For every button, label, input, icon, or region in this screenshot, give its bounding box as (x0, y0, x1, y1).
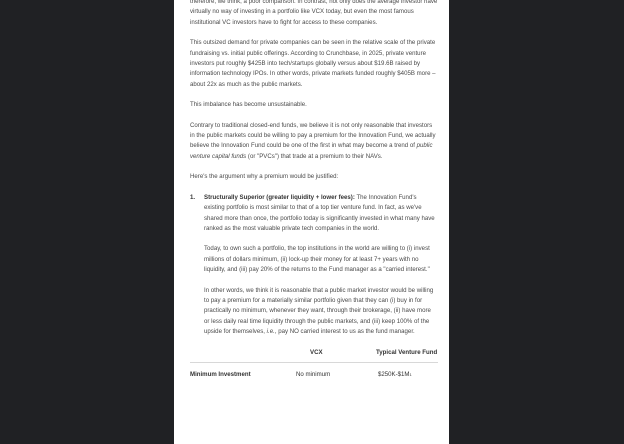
table-cell (378, 370, 412, 380)
paragraph: This imbalance has become unsustainable. (190, 101, 307, 109)
numbered-list (190, 193, 438, 338)
bold-heading: Structurally Superior (greater liquidity + lower fees): (204, 193, 355, 201)
paragraph-text: Contrary to traditional closed-end funds, we believe it is not only reasonable that investors in the public markets could be willing to pay a premium for the Innovation Fund, we actually believe the Innovation Fund could be one of the first in what may become a trend of (190, 121, 436, 150)
list-item (190, 193, 438, 338)
document-page (174, 0, 449, 444)
list-paragraph (204, 286, 438, 338)
paragraph-text: , pay NO carried interest to us as the fund manager. (274, 328, 415, 336)
emphasis-text: i.e. (266, 328, 275, 336)
table-divider (190, 362, 438, 363)
comparison-table (190, 348, 438, 418)
table-header-cell: VCX (310, 348, 323, 356)
paragraph-text: In other words, we think it is reasonable that a public market investor would be willing to pay a premium for a materially similar portfolio given that they can (i) buy in for practically no minimum, whenever they want, through their brokerage, (ii) have more or less daily real time liquidity through the public markets, and (iii) keep 100% of the upside for themselves, (204, 286, 434, 336)
footnote-marker[interactable]: 1 (409, 371, 412, 377)
paragraph: This outsized demand for private companies can be seen in the relative scale of the private fundraising vs. initial public offerings. According to Crunchbase, in 2025, private venture investors put roughly $425B into tech/startups globally versus about $19.6B raised by information technology IPOs. In other words, private markets funded roughly $405B more – about 22x as much as the public markets. (190, 39, 436, 88)
paragraph: therefore, we think, a poor comparison. In contrast, not only does the average investor have virtually no way of investing in a portfolio like VCX today, but even the most famous institutional VC investors have to fight for access to these companies. (190, 0, 438, 26)
paragraph (190, 121, 438, 163)
list-paragraph: Today, to own such a portfolio, the top institutions in the world are willing to (i) invest millions of dollars minimum, (ii) lock-up their money for at least 7+ years with no liquidity, and (iii) pay 20% of the returns to the Fund manager as a "carried interest." (204, 245, 430, 274)
table-header-cell: Typical Venture Fund (376, 348, 438, 356)
emphasis-text: public venture capital funds (190, 142, 433, 160)
document-content (190, 0, 438, 418)
table-cell-value: $250K-$1M (378, 370, 410, 378)
list-number: 1. (190, 193, 196, 201)
paragraph-text: The Innovation Fund's existing portfolio is most similar to that of a top tier venture fund. In fact, as we've shared more than once, the portfolio today is significantly invested in what many have ranked as the most valuable private tech companies in the world. (204, 193, 435, 232)
paragraph: Here's the argument why a premium would be justified: (190, 173, 339, 181)
table-cell-label: Minimum Investment (190, 370, 251, 378)
paragraph-text: (or "PVCs") that trade at a premium to their NAVs. (246, 152, 383, 160)
list-paragraph (204, 193, 438, 235)
table-cell: No minimum (296, 370, 331, 378)
